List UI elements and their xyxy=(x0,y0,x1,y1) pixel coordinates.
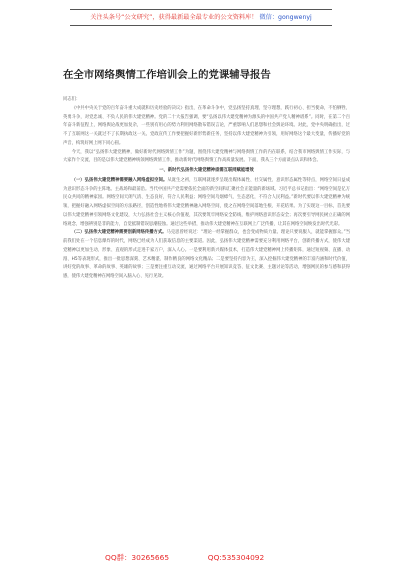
subsection-paragraph xyxy=(63,177,350,230)
paragraph: 今天，我以“弘扬伟大建党精神，做好新时代网络舆情工作”为题，围绕伟大建党精神与网络舆情工作的内在联系，结合我市网络舆情工作实际，与大家作个交流，目的是以伟大建党精神统领网络舆情工作，推动新时代网络舆情工作高质量发展。下面，我从三个方面谈点认识和体会。 xyxy=(63,149,350,164)
document-body xyxy=(63,96,350,526)
banner-text: 关注头条号“公文研究”，获得最新最全最专业的公文资料库！ xyxy=(90,14,258,21)
subsection-body: 从诞生之初，互联网就逐步呈现出媒体属性、社交属性、意识形态属性等特点，网络空间日益成为意识形态斗争的主阵地。主战场和最前沿。当代中国共产党需要依托全面的新空间和汇聚社会正能量的新场域。习近平总书记指出：“网络空间是亿万民众共同的精神家园。网络空间天朗气清、生态良好，符合人民利益；网络空间乌烟瘴气、生态恶化，不符合人民利益。”新时代要以伟大建党精神为统领，把握好融入网络虚拟空间的方法路径，创造性地将伟大建党精神融入网络空间，使之在网络空间落地生根、开花结果。为了实现这一目标，首先要以伟大建党精神引领网络文化建设，大力弘扬社会主义核心价值观，其次要筑牢网络安全防线，维护网络意识形态安全；再次要引导网民树立正确的网络观念，增强辨别是非的能力，自觉抵制错误思潮侵蚀。通过这些举措，推动伟大建党精神在互联网上广泛传播，让其在网络空间焕发出时代光彩。 xyxy=(63,177,350,227)
greeting: 同志们： xyxy=(63,97,81,102)
paragraph: 《中共中央关于党的百年奋斗重大成就和历史经验的决议》指出，在革命斗争中，党弘扬坚持真理、坚守理想，践行初心、担当使命，不怕牺牲、英勇斗争，对党忠诚、不负人民的伟大建党精神。党的二十大报告强调，要“弘扬以伟大建党精神为源头的中国共产党人精神谱系”。同时，在第二个百年奋斗新征程上，网络舆论战更加复杂，一些别有用心的势力利用网络散布错误言论，严重影响人们思想和社会舆论环境。对此，党中央明确指出，过不了互联网这一关就过不了长期执政这一关。党政宣传工作要把握好新形势新任务，坚持以伟大建党精神为引领，用好网络这个最大变量，传播好党的声音，构筑好网上网下同心圆。 xyxy=(63,105,350,146)
qq-group-label: QQ群：30265665 xyxy=(105,553,170,562)
section-heading: 一、新时代弘扬伟大建党精神亟需互联网赋能增效 xyxy=(159,168,254,173)
subsection-paragraph xyxy=(63,229,350,282)
subsection-heading: （二）弘扬伟大建党精神需要创新网络传播方式。 xyxy=(71,230,167,236)
subsection-heading: （一）弘扬伟大建党精神需要融入网络虚拟空间。 xyxy=(71,177,168,183)
banner-wechat: 微信：gongwenyj xyxy=(259,14,312,21)
promo-banner xyxy=(70,9,332,26)
document-title: 在全市网络舆情工作培训会上的党课辅导报告 xyxy=(63,69,271,81)
contact-footer xyxy=(105,552,315,563)
qq-label: QQ:535304092 xyxy=(207,553,265,562)
subsection-body: 马克思曾经说过：“理论一经掌握群众，也会变成物质力量。理论只要说服人，就能掌握群众。”当前我们处在一个信息爆炸的时代，网络已经成为人们获取信息的主要渠道。因此，弘扬伟大建党精神需要充分利用网络平台，创新传播方式，使伟大建党精神以更加生动、形象、直观的形式走进千家万户，深入人心。一是要利用新兴媒体技术，打造伟大建党精神网上传播矩阵，通过短视频、直播、动漫、H5等表现形式，推出一批思想深刻、艺术精湛、制作精良的网络文化精品；二是要坚持内容为王，深入挖掘伟大建党精神的丰富内涵和时代价值，讲好党的故事、革命的故事、英雄的故事；三是要注重互动交流，通过网络平台开展知识竞答、征文比赛、主题讨论等活动，增强网民的参与感和获得感，使伟大建党精神在网络空间入脑入心、见行见效。 xyxy=(63,230,350,279)
